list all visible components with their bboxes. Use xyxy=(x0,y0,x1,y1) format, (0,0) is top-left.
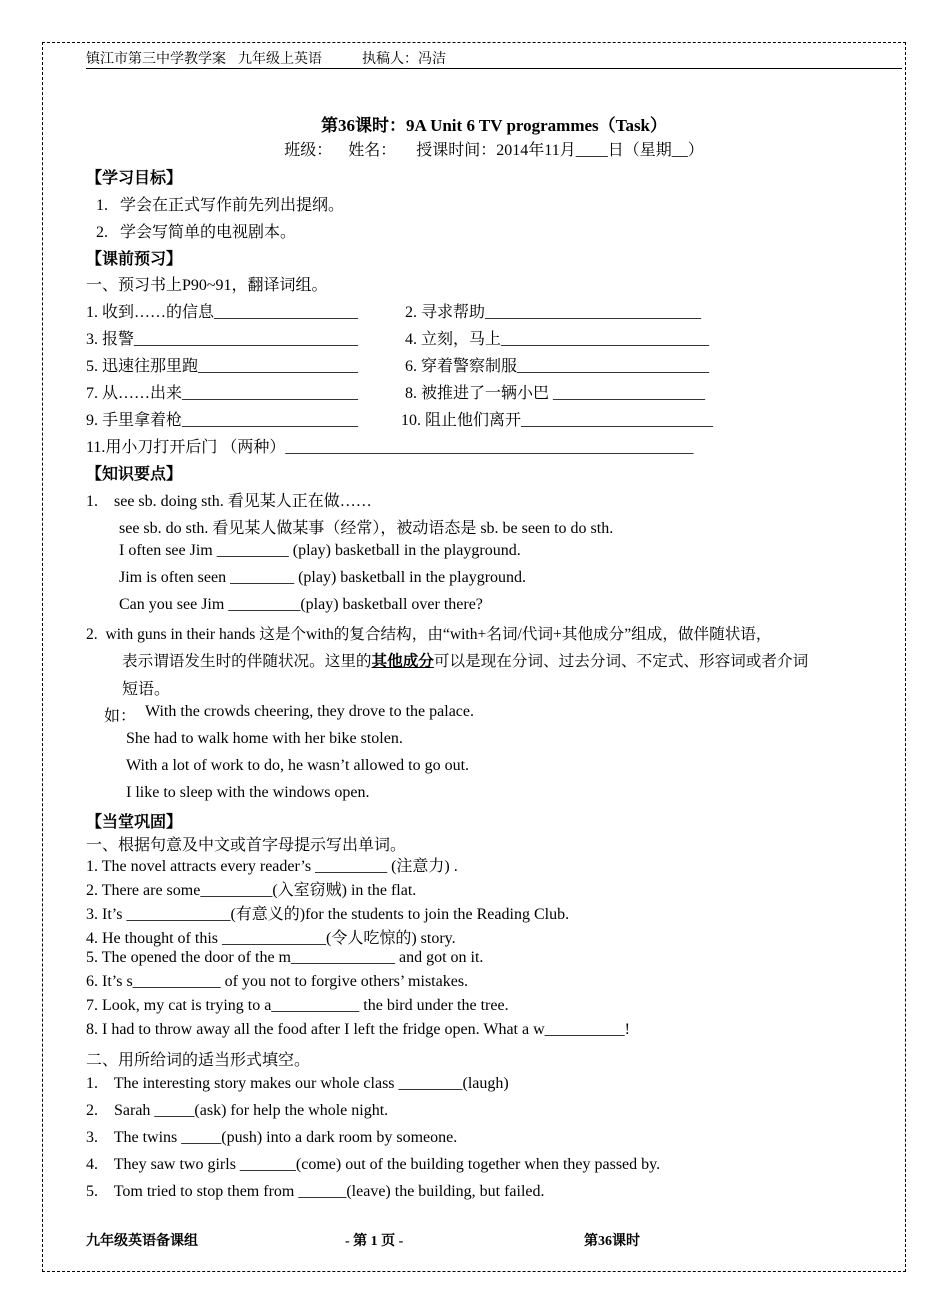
phrase-item: 2. 寻求帮助___________________________ xyxy=(405,304,702,321)
knowledge-text: 表示谓语发生时的伴随状况。这里的 xyxy=(122,653,372,670)
practice-heading: 【当堂巩固】 xyxy=(86,814,183,831)
goal-item: 1. 学会在正式写作前先列出提纲。 xyxy=(96,197,345,214)
exercise-item: 6. It’s s___________ of you not to forgive others’ mistakes. xyxy=(86,973,469,990)
exercise-item: 5. Tom tried to stop them from ______(leave) the building, but failed. xyxy=(86,1183,545,1200)
exercise-item: 3. It’s _____________(有意义的)for the students to join the Reading Club. xyxy=(86,906,570,923)
exercise-item: 4. They saw two girls _______(come) out of the building together when they passed by. xyxy=(86,1156,661,1173)
exercise-item: 1. The novel attracts every reader’s _________ (注意力) . xyxy=(86,858,458,875)
page-header xyxy=(86,48,902,69)
knowledge-line: Can you see Jim _________(play) basketball over there? xyxy=(119,596,483,613)
knowledge-line: I often see Jim _________ (play) basketball in the playground. xyxy=(119,542,521,559)
header-grade-subject: 九年级上英语 xyxy=(238,52,322,67)
footer-right: 第36课时 xyxy=(584,1234,640,1249)
exercise-item: 8. I had to throw away all the food after I left the fridge open. What a w__________! xyxy=(86,1021,630,1038)
example-label: 如： xyxy=(104,708,137,725)
exercise-item: 4. He thought of this _____________(令人吃惊的) story. xyxy=(86,930,456,947)
knowledge-point-2-end: 短语。 xyxy=(122,681,171,698)
phrase-item: 11.用小刀打开后门 （两种）___________________________________________________ xyxy=(86,439,694,456)
class-info: 班级： 姓名： 授课时间：2014年11月____日（星期__） xyxy=(284,142,704,159)
exercise-item: 3. The twins _____(push) into a dark room by someone. xyxy=(86,1129,458,1146)
exercise-item: 1. The interesting story makes our whole class ________(laugh) xyxy=(86,1075,509,1092)
phrase-item: 4. 立刻，马上__________________________ xyxy=(405,331,710,348)
header-school: 镇江市第三中学教学案 xyxy=(86,52,226,67)
example-sentence: She had to walk home with her bike stolen. xyxy=(126,730,403,747)
knowledge-point-2-cont xyxy=(122,649,808,671)
phrase-item: 1. 收到……的信息__________________ xyxy=(86,304,359,321)
phrase-item: 8. 被推进了一辆小巴 ___________________ xyxy=(405,385,706,402)
preview-instruction: 一、预习书上P90~91，翻译词组。 xyxy=(86,277,328,294)
exercise-item: 2. Sarah _____(ask) for help the whole night. xyxy=(86,1102,389,1119)
phrase-item: 6. 穿着警察制服________________________ xyxy=(405,358,710,375)
phrase-item: 5. 迅速往那里跑____________________ xyxy=(86,358,359,375)
phrase-item: 7. 从……出来______________________ xyxy=(86,385,359,402)
practice-instruction-1: 一、根据句意及中文或首字母提示写出单词。 xyxy=(86,837,407,854)
knowledge-point-1: 1. see sb. doing sth. 看见某人正在做…… xyxy=(86,493,372,510)
example-sentence: With the crowds cheering, they drove to the palace. xyxy=(145,703,475,720)
knowledge-text: 可以是现在分词、过去分词、不定式、形容词或者介词 xyxy=(433,653,809,670)
knowledge-line: Jim is often seen ________ (play) basketball in the playground. xyxy=(119,569,527,586)
page-number: - 第 1 页 - xyxy=(345,1234,404,1249)
phrase-item: 3. 报警____________________________ xyxy=(86,331,359,348)
example-sentence: With a lot of work to do, he wasn’t allowed to go out. xyxy=(126,757,470,774)
phrase-item: 10. 阻止他们离开________________________ xyxy=(401,412,714,429)
goal-item: 2. 学会写简单的电视剧本。 xyxy=(96,224,297,241)
footer-left: 九年级英语备课组 xyxy=(86,1234,198,1249)
knowledge-line: see sb. do sth. 看见某人做某事（经常），被动语态是 sb. be seen to do sth. xyxy=(119,520,614,537)
goals-heading: 【学习目标】 xyxy=(86,170,183,187)
preview-heading: 【课前预习】 xyxy=(86,251,183,268)
phrase-item: 9. 手里拿着枪______________________ xyxy=(86,412,359,429)
header-author: 执稿人：冯洁 xyxy=(362,52,446,67)
knowledge-point-2: 2. with guns in their hands 这是个with的复合结构，由“with+名词/代词+其他成分”组成，做伴随状语， xyxy=(86,626,772,643)
example-sentence: I like to sleep with the windows open. xyxy=(126,784,370,801)
practice-instruction-2: 二、用所给词的适当形式填空。 xyxy=(86,1052,311,1069)
lesson-title: 第36课时：9A Unit 6 TV programmes（Task） xyxy=(320,116,668,135)
exercise-item: 2. There are some_________(入室窃贼) in the flat. xyxy=(86,882,417,899)
knowledge-heading: 【知识要点】 xyxy=(86,466,183,483)
emphasis-text: 其他成分 xyxy=(371,653,434,670)
exercise-item: 7. Look, my cat is trying to a___________ the bird under the tree. xyxy=(86,997,509,1014)
exercise-item: 5. The opened the door of the m_____________ and got on it. xyxy=(86,949,484,966)
